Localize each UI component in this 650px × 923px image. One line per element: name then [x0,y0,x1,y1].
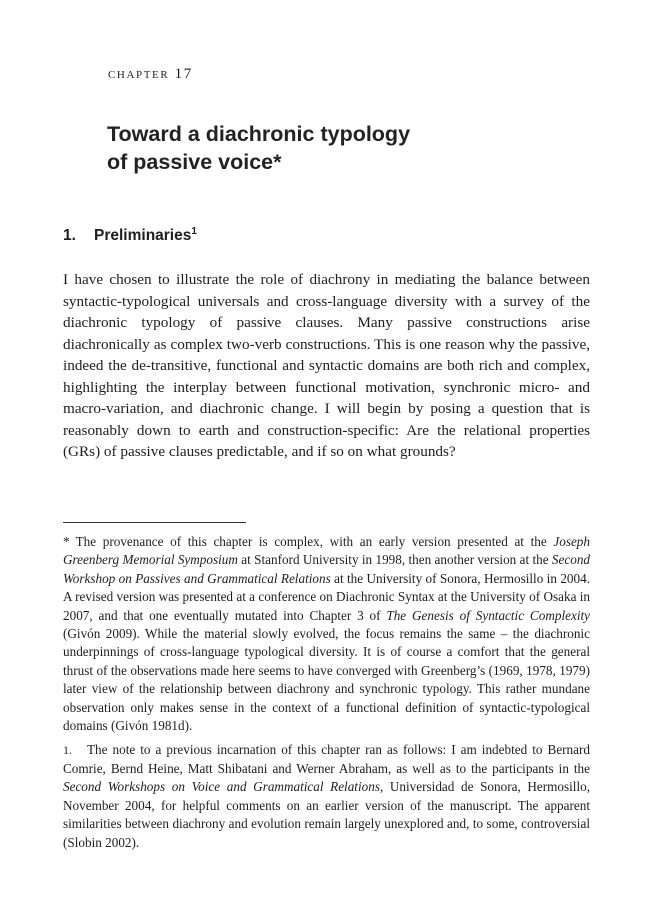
section-heading [63,227,197,245]
footnote-star-text-4: (Givón 2009). While the material slowly evolved, the focus remains the same – the diachronic underpinnings of cross-language typological diversity. It is of course a comfort that the general thrust of the observations made here seems to have converged with Greenberg’s (1969, 1978, 1979) later view of the relationship between diachrony and synchronic typology. This rather mundane observation only makes sense in the context of a functional definition of syntactic-typological domains (Givón 1981d). [63,626,590,734]
section-number: 1. [63,227,76,244]
footnote-divider [63,522,246,523]
footnote-star-italic-1: Joseph Greenberg Memorial Symposium [63,534,590,568]
chapter-title [107,120,410,176]
footnote-1 [63,741,590,851]
chapter-title-line-2: of passive voice* [107,150,282,174]
section-footnote-ref: 1 [191,225,197,237]
chapter-label: chapter 17 [108,66,193,82]
footnote-star-italic-3: The Genesis of Syntactic Complexity [386,607,590,623]
footnote-1-marker: 1. [63,743,72,758]
section-title: Preliminaries [94,227,192,244]
body-paragraph: I have chosen to illustrate the role of diachrony in mediating the balance between syntactic-typological universals and cross-language diversity with a survey of the diachronic typology of passive clauses. Many passive constructions arise diachronically as complex two-verb constructions. This is one reason why the passive, indeed the de-transitive, functional and syntactic domains are both rich and complex, highlighting the interplay between functional motivation, synchronic micro- and macro-variation, and diachronic change. I will begin by posing a question that is reasonably down to earth and construction-specific: Are the relational properties (GRs) of passive clauses predictable, and if so on what grounds? [63,271,590,460]
chapter-title-line-1: Toward a diachronic typology [107,122,411,146]
footnote-1-text-2: , Universidad de Sonora, Hermosillo, November 2004, for helpful comments on an earlier version of the manuscript. The apparent similarities between diachrony and evolution remain largely unexplored and, to some, controversial (Slobin 2002). [63,779,590,850]
footnote-1-italic-1: Second Workshops on Voice and Grammatical Relations [63,779,380,795]
footnotes [63,533,590,858]
footnote-star-text-1: The provenance of this chapter is complex, with an early version presented at the [75,534,554,549]
footnote-star-marker: * [63,534,70,549]
footnote-star-text-2: at Stanford University in 1998, then another version at the [237,552,552,568]
footnote-star-italic-2: Second Workshop on Passives and Grammatical Relations [63,552,591,586]
footnote-star-text-3: at the University of Sonora, Hermosillo in 2004. A revised version was presented at a conference on Diachronic Syntax at the University of Osaka in 2007, and that one eventually mutated into Chapter 3 of [63,570,590,623]
footnote-star [63,533,590,735]
footnote-1-text-1: The note to a previous incarnation of this chapter ran as follows: I am indebted to Bernard Comrie, Bernd Heine, Matt Shibatani and Werner Abraham, as well as to the participants in the [63,742,590,776]
